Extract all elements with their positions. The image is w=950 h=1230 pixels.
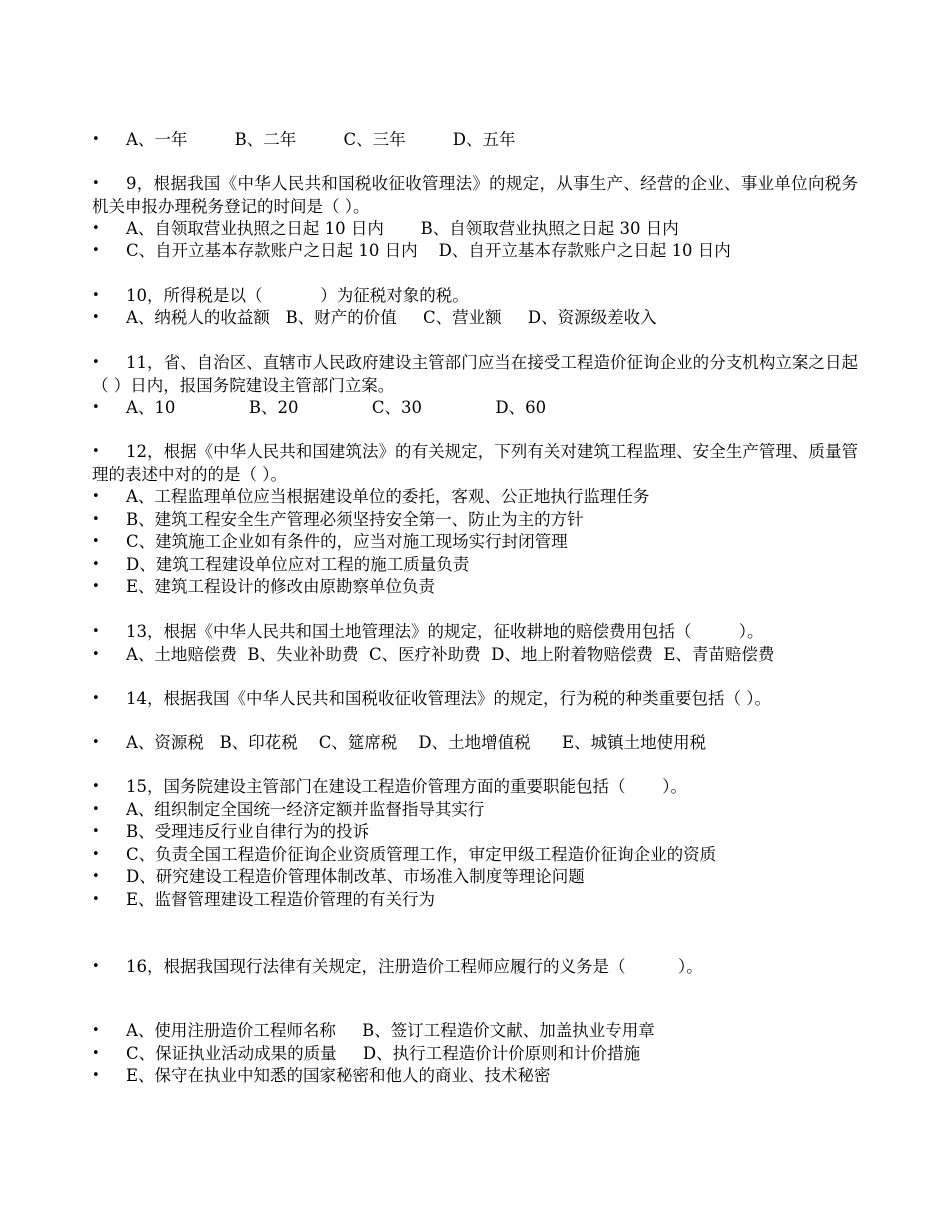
option-text: B、建筑工程安全生产管理必须坚持安全第一、防止为主的方针: [126, 510, 584, 529]
bullet: •: [92, 779, 100, 794]
bullet: •: [92, 489, 100, 504]
bullet: •: [92, 892, 100, 907]
bullet: •: [92, 824, 100, 839]
question-text: 13，根据《中华人民共和国土地管理法》的规定，征收耕地的赔偿费用包括（ ）。: [126, 622, 764, 641]
question-text: 14，根据我国《中华人民共和国税收征收管理法》的规定，行为税的种类重要包括（ ）。: [126, 689, 771, 708]
option-text: A、纳税人的收益额 B、财产的价值 C、营业额 D、资源级差收入: [126, 308, 657, 327]
option-text: A、土地赔偿费 B、失业补助费 C、医疗补助费 D、地上附着物赔偿费 E、青苗赔偿费: [126, 645, 775, 664]
question-text: 9，根据我国《中华人民共和国税收征收管理法》的规定，从事生产、经营的企业、事业单位向税务机关申报办理税务登记的时间是（ ）。: [92, 174, 858, 216]
question-11: [92, 352, 862, 397]
bullet: •: [92, 288, 100, 303]
question-14: [92, 688, 862, 733]
option-text: A、10 B、20 C、30 D、60: [126, 398, 547, 417]
option-text: C、保证执业活动成果的质量 D、执行工程造价计价原则和计价措施: [126, 1044, 641, 1063]
option-text: A、工程监理单位应当根据建设单位的委托，客观、公正地执行监理任务: [126, 487, 650, 506]
bullet: •: [92, 534, 100, 549]
bullet: •: [92, 512, 100, 527]
bullet: •: [92, 802, 100, 817]
option-text: C、负责全国工程造价征询企业资质管理工作，审定甲级工程造价征询企业的资质: [126, 845, 717, 864]
option-text: D、建筑工程建设单位应对工程的施工质量负责: [126, 555, 470, 574]
question-text: 15，国务院建设主管部门在建设工程造价管理方面的重要职能包括（ ）。: [126, 777, 687, 796]
option-line: [92, 1065, 862, 1153]
bullet: •: [92, 1068, 100, 1083]
option-text: A、使用注册造价工程师名称 B、签订工程造价文献、加盖执业专用章: [126, 1021, 655, 1040]
option-text: E、监督管理建设工程造价管理的有关行为: [126, 890, 436, 909]
bullet: •: [92, 132, 100, 147]
bullet: •: [92, 400, 100, 415]
bullet: •: [92, 624, 100, 639]
option-text: C、自开立基本存款账户之日起 10 日内 D、自开立基本存款账户之日起 10 日内: [126, 241, 731, 260]
question-text: 12，根据《中华人民共和国建筑法》的有关规定，下列有关对建筑工程监理、安全生产管理、质量管理的表述中对的的是（ ）。: [92, 442, 858, 484]
option-text: A、资源税 B、印花税 C、筵席税 D、土地增值税 E、城镇土地使用税: [126, 733, 707, 752]
question-text: 10，所得税是以（ ）为征税对象的税。: [126, 286, 469, 305]
option-line: A、一年 B、二年 C、三年 D、五年: [126, 130, 516, 149]
question-9: [92, 173, 862, 218]
bullet: •: [92, 355, 100, 370]
bullet: •: [92, 444, 100, 459]
option-text: C、建筑施工企业如有条件的，应当对施工现场实行封闭管理: [126, 532, 568, 551]
option-text: A、自领取营业执照之日起 10 日内 B、自领取营业执照之日起 30 日内: [126, 219, 679, 238]
question-12: [92, 441, 862, 486]
bullet: •: [92, 1023, 100, 1038]
bullet: •: [92, 176, 100, 191]
bullet: •: [92, 647, 100, 662]
option-text: A、组织制定全国统一经济定额并监督指导其实行: [126, 800, 485, 819]
option-text: B、受理违反行业自律行为的投诉: [126, 822, 370, 841]
option-text: E、建筑工程设计的修改由原勘察单位负责: [126, 577, 436, 596]
bullet: •: [92, 869, 100, 884]
option-text: E、保守在执业中知悉的国家秘密和他人的商业、技术秘密: [126, 1066, 551, 1085]
bullet: •: [92, 557, 100, 572]
bullet: •: [92, 579, 100, 594]
bullet: •: [92, 310, 100, 325]
bullet: •: [92, 691, 100, 706]
question-text: 16，根据我国现行法律有关规定，注册造价工程师应履行的义务是（ ）。: [126, 957, 703, 976]
option-text: D、研究建设工程造价管理体制改革、市场准入制度等理论问题: [126, 867, 585, 886]
bullet: •: [92, 959, 100, 974]
bullet: •: [92, 735, 100, 750]
question-text: 11，省、自治区、直辖市人民政府建设主管部门应当在接受工程造价征询企业的分支机构立案之日起（ ）日内，报国务院建设主管部门立案。: [92, 353, 858, 395]
bullet: •: [92, 243, 100, 258]
bullet: •: [92, 221, 100, 236]
bullet: •: [92, 1046, 100, 1061]
bullet: •: [92, 847, 100, 862]
